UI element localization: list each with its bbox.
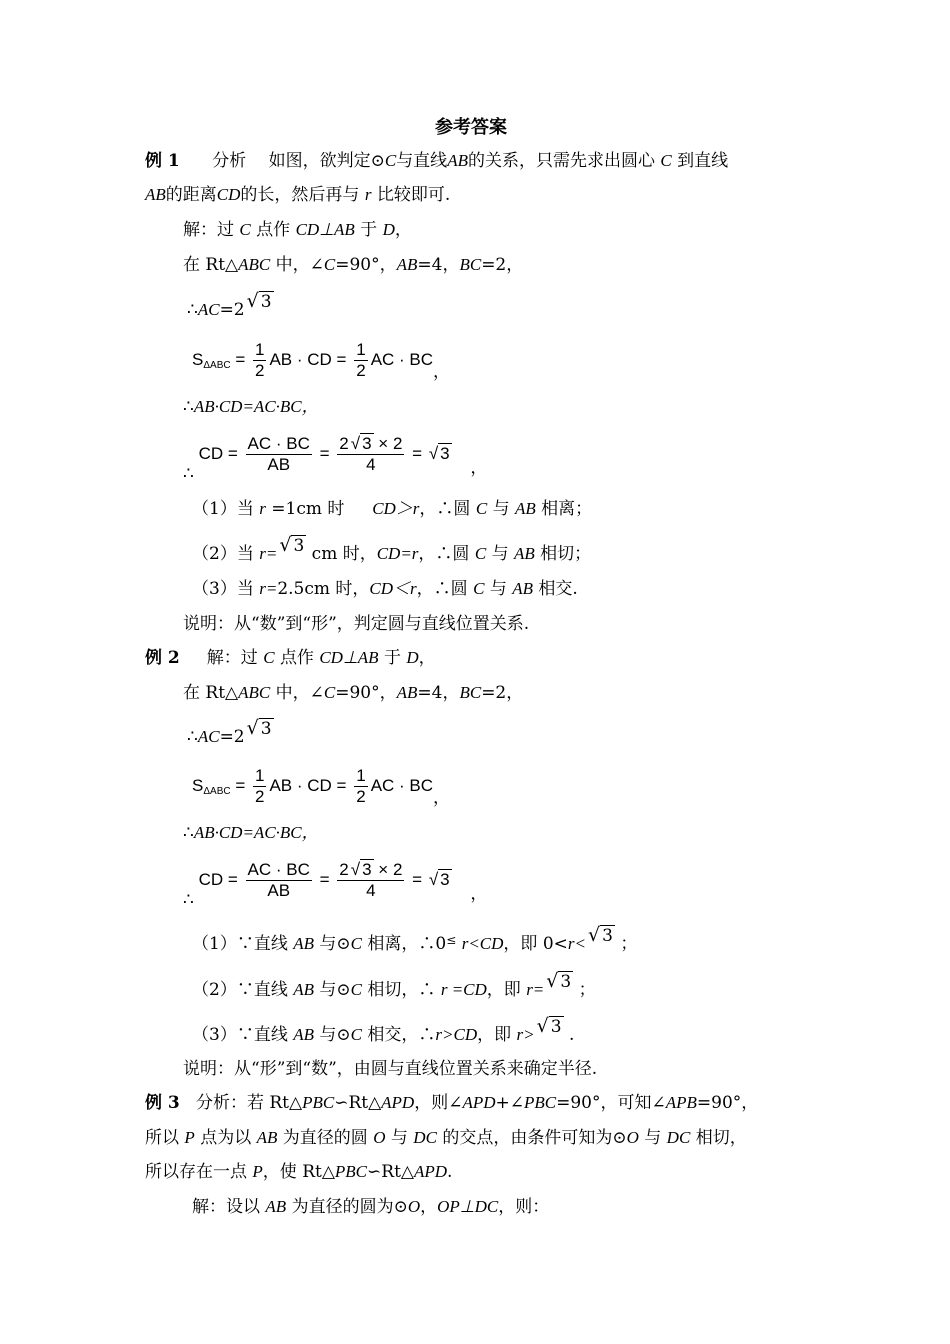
example2-label: 例 2: [145, 648, 180, 668]
example2-case1: （1）∵直线 AB 与⊙C 相离，∴0≤ r<CD，即 0<r< √ 3 ；: [192, 924, 638, 954]
example3-label: 例 3: [145, 1093, 180, 1113]
answer-title: 参考答案: [435, 117, 507, 138]
example2-area-formula: $S_{\Delta ABC}$ = $\frac{1}{2}$ AB · CD = $\frac{1}{2}$ AC · BC，: [192, 766, 451, 807]
example1-solution-step: 解：过 C 点作 CD⊥AB 于 D，: [183, 220, 412, 240]
example1-product-equality: ∴AB·CD=AC·BC，: [183, 397, 319, 417]
example1-label: 例 1: [145, 151, 180, 171]
example2-solution-step: 例 2 解：过 C 点作 CD⊥AB 于 D，: [145, 648, 436, 668]
example1-triangle-given: 在 Rt△ABC 中，∠C=90°，AB=4，BC=2，: [183, 255, 524, 275]
example2-triangle-given: 在 Rt△ABC 中，∠C=90°，AB=4，BC=2，: [183, 683, 524, 703]
example2-note: 说明：从“形”到“数”，由圆与直线位置关系来确定半径.: [183, 1059, 598, 1079]
example1-area-formula: $S_{\Delta ABC}$ = $\frac{1}{2}$ AB · CD = $\frac{1}{2}$ AC · BC，: [192, 340, 451, 381]
example1-case2: （2）当 r= √ 3 cm 时，CD=r，∴圆 C 与 AB 相切；: [192, 534, 592, 564]
example2-ac-value: ∴AC=2 √ 3: [187, 717, 272, 747]
example3-analysis-line3: 所以存在一点 P，使 Rt△PBC∽Rt△APD.: [145, 1162, 453, 1182]
example1-cd-formula: ∴ CD = $\frac{AC \cdot BC}{AB}$ = $\frac{2 √ 3 \times 2}{4}$ = √ 3 ，: [183, 434, 488, 483]
example1-case1: （1）当 r =1cm 时 CD＞r，∴圆 C 与 AB 相离；: [192, 499, 593, 519]
example1-case3: （3）当 r=2.5cm 时，CD＜r，∴圆 C 与 AB 相交.: [192, 579, 578, 599]
example2-product-equality: ∴AB·CD=AC·BC，: [183, 823, 319, 843]
example3-solution-start: 解：设以 AB 为直径的圆为⊙O，OP⊥DC，则：: [192, 1197, 550, 1217]
example1-note: 说明：从“数”到“形”，判定圆与直线位置关系.: [183, 614, 530, 634]
example2-cd-formula: ∴ CD = $\frac{AC \cdot BC}{AB}$ = $\frac{2 √ 3 \times 2}{4}$ = √ 3 ，: [183, 860, 488, 909]
example2-case2: （2）∵直线 AB 与⊙C 相切，∴ r =CD，即 r= √ 3 ；: [192, 970, 596, 1000]
example2-case3: （3）∵直线 AB 与⊙C 相交，∴r>CD，即 r> √ 3 .: [192, 1015, 575, 1045]
example3-analysis-line1: 例 3 分析：若 Rt△PBC∽Rt△APD，则∠APD+∠PBC=90°，可知∠APB=90°，: [145, 1093, 759, 1113]
example3-analysis-line2: 所以 P 点为以 AB 为直径的圆 O 与 DC 的交点，由条件可知为⊙O 与 DC 相切，: [145, 1128, 747, 1148]
example1-ac-value: ∴AC=2 √ 3: [187, 290, 272, 320]
example1-analysis-line1: 例 1 分析 如图，欲判定⊙C与直线AB的关系，只需先求出圆心 C 到直线: [145, 151, 729, 171]
example1-analysis-line2: AB的距离CD的长，然后再与 r 比较即可.: [145, 185, 451, 205]
